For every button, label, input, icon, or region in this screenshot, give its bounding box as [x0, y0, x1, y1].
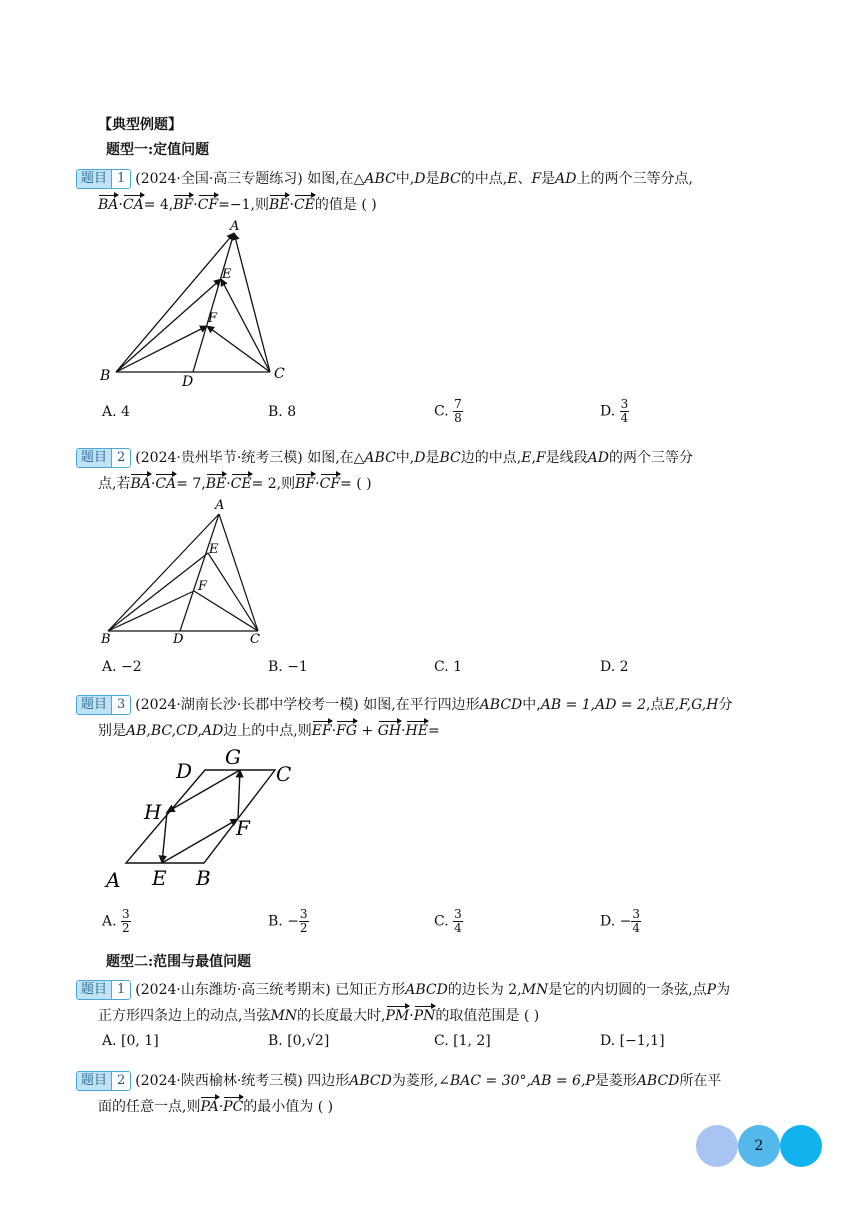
q5-line2: 面的任意一点,则PA·PC的最小值为 ( ): [98, 1099, 334, 1115]
page-number: 2: [738, 1125, 780, 1167]
q2-line1: 题目 2 (2024·贵州毕节·统考三模) 如图,在△ABC中,D是BC边的中点,E,F是线段AD的两个三等分: [76, 447, 693, 468]
q2-label-b: B: [101, 632, 111, 647]
q1-triangle-figure: [90, 215, 300, 390]
q2-label-a: A: [215, 498, 225, 513]
q2-tag: 题目 2: [76, 448, 131, 468]
section-header: 【典型例题】: [98, 117, 182, 133]
q1-label-f: F: [208, 311, 218, 326]
q2-option-b[interactable]: B. −1: [268, 659, 308, 675]
q1-option-c[interactable]: C. $\frac{7}{8}$: [434, 397, 462, 425]
q1-label-e: E: [222, 267, 232, 282]
q3-parallelogram-figure: [100, 745, 300, 895]
q1-label-d: D: [182, 374, 194, 390]
q1-option-b[interactable]: B. 8: [268, 404, 297, 420]
q4-option-c[interactable]: C. [1, 2]: [434, 1033, 491, 1049]
q2-label-d: D: [173, 632, 184, 647]
q3-label-h: H: [144, 800, 162, 824]
q4-tag: 题目 1: [76, 980, 131, 1000]
q3-label-c: C: [276, 762, 292, 786]
q3-label-g: G: [225, 745, 241, 769]
section-title-range-extrema: 题型二:范围与最值问题: [106, 954, 252, 970]
q2-line2: 点,若BA·CA= 7,BE·CE= 2,则BF·CF= ( ): [98, 476, 372, 492]
q1-label-a: A: [230, 219, 240, 234]
q3-option-a[interactable]: A. $\frac{3}{2}$: [102, 907, 130, 935]
q1-label-c: C: [274, 366, 285, 382]
q3-option-b[interactable]: B. − $\frac{3}{2}$: [268, 907, 308, 935]
q1-line2: BA·CA= 4,BF·CF=−1,则BE·CE的值是 ( ): [98, 197, 377, 213]
q2-label-c: C: [250, 632, 260, 647]
q1-line1: 题目 1 (2024·全国·高三专题练习) 如图,在△ABC中,D是BC的中点,E、F是AD上的两个三等分点,: [76, 168, 693, 189]
q4-option-d[interactable]: D. [−1,1]: [600, 1033, 665, 1049]
q1-label-b: B: [100, 368, 111, 384]
q3-label-d: D: [176, 759, 193, 783]
q3-label-a: A: [106, 868, 121, 892]
footer-circle-left: [696, 1125, 738, 1167]
q4-option-a[interactable]: A. [0, 1]: [102, 1033, 159, 1049]
q2-option-c[interactable]: C. 1: [434, 659, 463, 675]
q1-tag: 题目 1: [76, 169, 131, 189]
q2-option-d[interactable]: D. 2: [600, 659, 629, 675]
q5-tag: 题目 2: [76, 1071, 131, 1091]
q3-label-e: E: [152, 866, 167, 890]
footer-circle-right: [780, 1125, 822, 1167]
q3-line1: 题目 3 (2024·湖南长沙·长郡中学校考一模) 如图,在平行四边形ABCD中,AB = 1,AD = 2,点E,F,G,H分: [76, 694, 732, 715]
q3-tag: 题目 3: [76, 695, 131, 715]
q2-triangle-figure: [95, 495, 275, 650]
q2-option-a[interactable]: A. −2: [102, 659, 142, 675]
q3-option-c[interactable]: C. $\frac{3}{4}$: [434, 907, 462, 935]
q4-option-b[interactable]: B. [0,√2]: [268, 1033, 330, 1049]
q4-line1: 题目 1 (2024·山东潍坊·高三统考期末) 已知正方形ABCD的边长为 2,MN是它的内切圆的一条弦,点P为: [76, 979, 730, 1000]
q1-option-a[interactable]: A. 4: [102, 404, 130, 420]
q4-line2: 正方形四条边上的动点,当弦MN的长度最大时,PM·PN的取值范围是 ( ): [98, 1008, 540, 1024]
q1-option-d[interactable]: D. $\frac{3}{4}$: [600, 397, 629, 425]
section-title-fixed-value: 题型一:定值问题: [106, 142, 210, 158]
q3-label-f: F: [236, 816, 250, 840]
q2-label-f: F: [198, 579, 208, 594]
q2-label-e: E: [209, 542, 219, 557]
q5-line1: 题目 2 (2024·陕西榆林·统考三模) 四边形ABCD为菱形,∠BAC = 30°,AB = 6,P是菱形ABCD所在平: [76, 1070, 721, 1091]
q3-option-d[interactable]: D. − $\frac{3}{4}$: [600, 907, 640, 935]
q3-label-b: B: [196, 866, 211, 890]
q3-line2: 别是AB,BC,CD,AD边上的中点,则EF·FG + GH·HE=: [98, 723, 440, 739]
